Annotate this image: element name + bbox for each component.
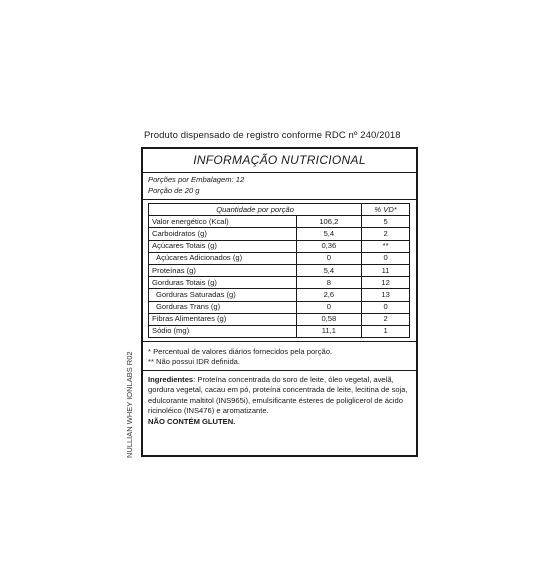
header-quantity: Quantidade por porção: [149, 204, 362, 216]
table-row: [149, 216, 410, 228]
nutrient-dv: 1: [362, 325, 410, 337]
nutrient-value: 5,4: [296, 228, 362, 240]
nutrient-dv: 0: [362, 252, 410, 264]
ingredients-label: Ingredientes: [148, 374, 194, 384]
gluten-warning: NÃO CONTÉM GLUTEN.: [148, 416, 236, 426]
side-product-code: NULLIAN WHEY IONLABS R02: [125, 351, 134, 458]
table-row: [149, 277, 410, 289]
footnote-idr: ** Não possui IDR definida.: [148, 357, 241, 367]
table-row: [149, 228, 410, 240]
nutrient-value: 106,2: [296, 216, 362, 228]
label-title: INFORMAÇÃO NUTRICIONAL: [143, 149, 416, 173]
registration-notice: Produto dispensado de registro conforme RDC nº 240/2018: [144, 130, 401, 141]
nutrient-value: 8: [296, 277, 362, 289]
nutrient-name: Açúcares Totais (g): [149, 240, 297, 252]
table-row: [149, 301, 410, 313]
nutrient-dv: 11: [362, 264, 410, 276]
nutrient-value: 11,1: [296, 325, 362, 337]
nutrient-name: Gorduras Saturadas (g): [149, 289, 297, 301]
nutrient-name: Carboidratos (g): [149, 228, 297, 240]
nutrient-value: 0,36: [296, 240, 362, 252]
nutrient-value: 2,6: [296, 289, 362, 301]
header-dv: % VD*: [362, 204, 410, 216]
nutrient-name: Valor energético (Kcal): [149, 216, 297, 228]
nutrient-dv: 5: [362, 216, 410, 228]
footnote-dv: * Percentual de valores diários fornecidos pela porção.: [148, 347, 333, 357]
serving-info: [143, 173, 416, 200]
nutrition-facts-label: [141, 147, 418, 457]
table-row: [149, 264, 410, 276]
nutrient-name: Proteínas (g): [149, 264, 297, 276]
serving-size: Porção de 20 g: [148, 185, 200, 195]
table-row: [149, 325, 410, 337]
nutrient-dv: 0: [362, 301, 410, 313]
nutrient-name: Fibras Alimentares (g): [149, 313, 297, 325]
table-row: [149, 313, 410, 325]
footnotes: [143, 341, 416, 370]
ingredients-text: [148, 375, 411, 417]
nutrient-dv: 2: [362, 228, 410, 240]
nutrient-name: Açúcares Adicionados (g): [149, 252, 297, 264]
ingredients-section: [143, 370, 416, 427]
nutrient-value: 5,4: [296, 264, 362, 276]
nutrient-dv: 2: [362, 313, 410, 325]
nutrient-name: Sódio (mg): [149, 325, 297, 337]
table-row: [149, 289, 410, 301]
table-header-row: [149, 204, 410, 216]
servings-per-package: Porções por Embalagem: 12: [148, 175, 245, 184]
nutrition-table: [148, 203, 410, 338]
nutrient-value: 0,58: [296, 313, 362, 325]
ingredients-list: : Proteína concentrada do soro de leite, óleo vegetal, avelã, gordura vegetal, cacau em pó, proteína concentrada de leite, lecitina de soja, edulcorante maltitol (INS965i), emulsificante ésteres de poliglicerol de ácido ricinoléico (INS476) e aromatizante.: [148, 374, 408, 416]
nutrient-name: Gorduras Totais (g): [149, 277, 297, 289]
table-row: [149, 240, 410, 252]
table-row: [149, 252, 410, 264]
nutrient-dv: **: [362, 240, 410, 252]
nutrient-name: Gorduras Trans (g): [149, 301, 297, 313]
nutrient-value: 0: [296, 301, 362, 313]
nutrient-dv: 13: [362, 289, 410, 301]
nutrient-dv: 12: [362, 277, 410, 289]
nutrient-value: 0: [296, 252, 362, 264]
